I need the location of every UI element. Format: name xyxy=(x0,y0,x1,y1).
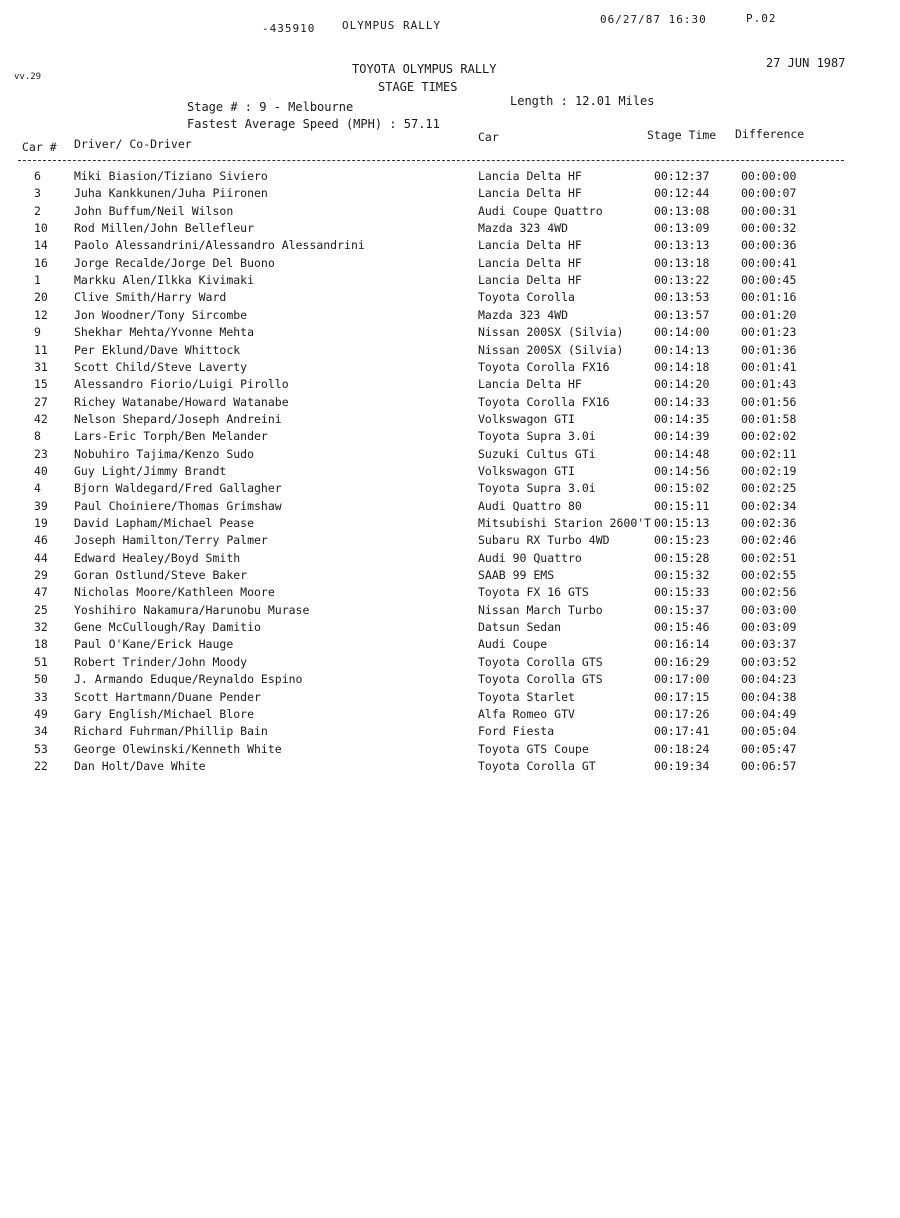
stage-time: 00:15:11 xyxy=(654,498,710,513)
car-model: Nissan 200SX (Silvia) xyxy=(478,342,624,357)
table-row xyxy=(0,724,900,741)
time-difference: 00:04:38 xyxy=(741,689,797,704)
table-row xyxy=(0,742,900,759)
stage-time: 00:14:35 xyxy=(654,411,710,426)
car-number: 53 xyxy=(34,741,48,756)
time-difference: 00:00:00 xyxy=(741,169,797,183)
car-number: 9 xyxy=(34,325,41,340)
driver-name: Gene McCullough/Ray Damitio xyxy=(74,620,261,635)
car-model: Lancia Delta HF xyxy=(478,186,582,201)
table-row xyxy=(0,169,900,186)
driver-name: George Olewinski/Kenneth White xyxy=(74,741,282,756)
car-model: Mazda 323 4WD xyxy=(478,307,569,322)
car-model: Toyota FX 16 GTS xyxy=(478,585,589,600)
driver-name: Gary English/Michael Blore xyxy=(74,706,255,721)
fax-datetime: 06/27/87 16:30 xyxy=(600,13,707,26)
table-row xyxy=(0,273,900,290)
driver-name: Dan Holt/Dave White xyxy=(74,758,206,773)
stage-time: 00:13:13 xyxy=(654,238,710,253)
driver-name: Juha Kankkunen/Juha Piironen xyxy=(74,186,268,201)
car-model: Audi 90 Quattro xyxy=(478,550,582,565)
car-model: Mazda 323 4WD xyxy=(478,221,569,236)
stage-time: 00:15:23 xyxy=(654,533,710,548)
car-model: Toyota Corolla FX16 xyxy=(478,359,610,374)
stage-time: 00:15:46 xyxy=(654,620,710,635)
car-model: Lancia Delta HF xyxy=(478,169,582,183)
time-difference: 00:02:25 xyxy=(741,481,797,496)
time-difference: 00:01:56 xyxy=(741,394,797,409)
car-number: 49 xyxy=(34,706,48,721)
car-number: 6 xyxy=(34,169,41,183)
driver-name: Goran Ostlund/Steve Baker xyxy=(74,568,248,583)
car-number: 22 xyxy=(34,758,48,773)
time-difference: 00:01:36 xyxy=(741,342,797,357)
time-difference: 00:02:55 xyxy=(741,568,797,583)
driver-name: J. Armando Eduque/Reynaldo Espino xyxy=(74,672,303,687)
stage-time: 00:16:29 xyxy=(654,654,710,669)
car-number: 27 xyxy=(34,394,48,409)
table-row xyxy=(0,464,900,481)
car-number: 4 xyxy=(34,481,41,496)
time-difference: 00:02:51 xyxy=(741,550,797,565)
car-model: Nissan 200SX (Silvia) xyxy=(478,325,624,340)
driver-name: Nelson Shepard/Joseph Andreini xyxy=(74,411,282,426)
table-row xyxy=(0,377,900,394)
table-row xyxy=(0,516,900,533)
car-model: SAAB 99 EMS xyxy=(478,568,555,583)
table-row xyxy=(0,637,900,654)
fax-sender: OLYMPUS RALLY xyxy=(342,19,442,32)
driver-name: Miki Biasion/Tiziano Siviero xyxy=(74,169,268,183)
stage-time: 00:14:33 xyxy=(654,394,710,409)
driver-name: Paul O'Kane/Erick Hauge xyxy=(74,637,234,652)
car-number: 2 xyxy=(34,203,41,218)
time-difference: 00:01:41 xyxy=(741,359,797,374)
table-row xyxy=(0,447,900,464)
car-number: 29 xyxy=(34,568,48,583)
time-difference: 00:02:36 xyxy=(741,516,797,530)
table-row xyxy=(0,499,900,516)
time-difference: 00:03:52 xyxy=(741,654,797,669)
table-row xyxy=(0,186,900,203)
car-number: 50 xyxy=(34,672,48,687)
car-number: 14 xyxy=(34,238,48,253)
car-model: Toyota GTS Coupe xyxy=(478,741,589,756)
car-number: 11 xyxy=(34,342,48,357)
time-difference: 00:03:00 xyxy=(741,602,797,617)
col-header-driver: Driver/ Co-Driver xyxy=(74,137,192,151)
table-row xyxy=(0,360,900,377)
stage-time: 00:19:34 xyxy=(654,758,710,773)
driver-name: Yoshihiro Nakamura/Harunobu Murase xyxy=(74,602,310,617)
car-number: 15 xyxy=(34,377,48,392)
table-row xyxy=(0,568,900,585)
car-number: 25 xyxy=(34,602,48,617)
driver-name: Paolo Alessandrini/Alessandro Alessandrini xyxy=(74,238,365,253)
driver-name: Nicholas Moore/Kathleen Moore xyxy=(74,585,275,600)
car-model: Ford Fiesta xyxy=(478,724,555,739)
driver-name: Bjorn Waldegard/Fred Gallagher xyxy=(74,481,282,496)
car-model: Toyota Starlet xyxy=(478,689,575,704)
car-number: 19 xyxy=(34,516,48,530)
car-model: Toyota Corolla GTS xyxy=(478,672,603,687)
stage-time: 00:14:00 xyxy=(654,325,710,340)
driver-name: Shekhar Mehta/Yvonne Mehta xyxy=(74,325,255,340)
stage-time: 00:12:37 xyxy=(654,169,710,183)
time-difference: 00:01:58 xyxy=(741,411,797,426)
time-difference: 00:00:36 xyxy=(741,238,797,253)
car-model: Audi Coupe xyxy=(478,637,548,652)
stage-time: 00:17:41 xyxy=(654,724,710,739)
stage-time: 00:13:09 xyxy=(654,221,710,236)
car-model: Volkswagon GTI xyxy=(478,411,575,426)
time-difference: 00:00:41 xyxy=(741,255,797,270)
car-model: Toyota Corolla GT xyxy=(478,758,596,773)
fax-number: -435910 xyxy=(262,22,316,35)
driver-name: Guy Light/Jimmy Brandt xyxy=(74,463,227,478)
stage-time: 00:14:18 xyxy=(654,359,710,374)
driver-name: Jorge Recalde/Jorge Del Buono xyxy=(74,255,275,270)
report-title: TOYOTA OLYMPUS RALLY xyxy=(352,62,497,76)
car-model: Suzuki Cultus GTi xyxy=(478,446,596,461)
table-row xyxy=(0,343,900,360)
stage-time: 00:15:33 xyxy=(654,585,710,600)
table-row xyxy=(0,551,900,568)
stage-time: 00:14:39 xyxy=(654,429,710,444)
time-difference: 00:01:16 xyxy=(741,290,797,305)
car-model: Toyota Supra 3.0i xyxy=(478,481,596,496)
stage-time: 00:15:28 xyxy=(654,550,710,565)
car-number: 12 xyxy=(34,307,48,322)
time-difference: 00:00:32 xyxy=(741,221,797,236)
table-row xyxy=(0,256,900,273)
col-header-car-no: Car # xyxy=(22,140,57,154)
car-number: 33 xyxy=(34,689,48,704)
table-row xyxy=(0,325,900,342)
stage-time: 00:13:57 xyxy=(654,307,710,322)
time-difference: 00:02:34 xyxy=(741,498,797,513)
table-row xyxy=(0,672,900,689)
car-model: Lancia Delta HF xyxy=(478,377,582,392)
driver-name: Robert Trinder/John Moody xyxy=(74,654,248,669)
driver-name: Clive Smith/Harry Ward xyxy=(74,290,227,305)
car-number: 1 xyxy=(34,273,41,288)
car-number: 42 xyxy=(34,411,48,426)
car-model: Alfa Romeo GTV xyxy=(478,706,575,721)
stage-time: 00:13:08 xyxy=(654,203,710,218)
car-number: 8 xyxy=(34,429,41,444)
stage-time: 00:16:14 xyxy=(654,637,710,652)
time-difference: 00:02:46 xyxy=(741,533,797,548)
table-row xyxy=(0,603,900,620)
table-row xyxy=(0,690,900,707)
time-difference: 00:01:43 xyxy=(741,377,797,392)
report-subtitle: STAGE TIMES xyxy=(378,80,458,94)
time-difference: 00:01:23 xyxy=(741,325,797,340)
car-number: 18 xyxy=(34,637,48,652)
table-row xyxy=(0,707,900,724)
table-row xyxy=(0,655,900,672)
car-model: Subaru RX Turbo 4WD xyxy=(478,533,610,548)
car-number: 46 xyxy=(34,533,48,548)
car-model: Toyota Supra 3.0i xyxy=(478,429,596,444)
car-number: 23 xyxy=(34,446,48,461)
stage-time: 00:12:44 xyxy=(654,186,710,201)
table-row xyxy=(0,429,900,446)
car-number: 51 xyxy=(34,654,48,669)
stage-time: 00:14:48 xyxy=(654,446,710,461)
car-model: Lancia Delta HF xyxy=(478,255,582,270)
driver-name: Joseph Hamilton/Terry Palmer xyxy=(74,533,268,548)
car-model: Toyota Corolla GTS xyxy=(478,654,603,669)
car-model: Audi Coupe Quattro xyxy=(478,203,603,218)
margin-mark: vv.29 xyxy=(14,72,42,82)
car-number: 34 xyxy=(34,724,48,739)
stage-time: 00:15:37 xyxy=(654,602,710,617)
driver-name: Jon Woodner/Tony Sircombe xyxy=(74,307,248,322)
time-difference: 00:02:19 xyxy=(741,463,797,478)
car-model: Toyota Corolla FX16 xyxy=(478,394,610,409)
stage-time: 00:17:15 xyxy=(654,689,710,704)
stage-time: 00:14:56 xyxy=(654,463,710,478)
table-row xyxy=(0,533,900,550)
stage-length: Length : 12.01 Miles xyxy=(510,94,655,108)
driver-name: Lars-Eric Torph/Ben Melander xyxy=(74,429,268,444)
table-row xyxy=(0,759,900,776)
col-header-difference: Difference xyxy=(735,127,805,141)
time-difference: 00:05:04 xyxy=(741,724,797,739)
driver-name: Per Eklund/Dave Whittock xyxy=(74,342,241,357)
stage-time: 00:17:00 xyxy=(654,672,710,687)
car-number: 10 xyxy=(34,221,48,236)
car-number: 31 xyxy=(34,359,48,374)
driver-name: Markku Alen/Ilkka Kivimaki xyxy=(74,273,255,288)
driver-name: Richard Fuhrman/Phillip Bain xyxy=(74,724,268,739)
stage-time: 00:17:26 xyxy=(654,706,710,721)
time-difference: 00:03:37 xyxy=(741,637,797,652)
car-number: 44 xyxy=(34,550,48,565)
stage-time: 00:14:13 xyxy=(654,342,710,357)
stage-time: 00:15:13 xyxy=(654,516,710,530)
stage-time: 00:18:24 xyxy=(654,741,710,756)
table-row xyxy=(0,620,900,637)
time-difference: 00:03:09 xyxy=(741,620,797,635)
car-number: 20 xyxy=(34,290,48,305)
driver-name: Paul Choiniere/Thomas Grimshaw xyxy=(74,498,282,513)
stage-time: 00:13:22 xyxy=(654,273,710,288)
table-row xyxy=(0,395,900,412)
time-difference: 00:06:57 xyxy=(741,758,797,773)
time-difference: 00:04:23 xyxy=(741,672,797,687)
time-difference: 00:00:07 xyxy=(741,186,797,201)
time-difference: 00:00:45 xyxy=(741,273,797,288)
car-model: Lancia Delta HF xyxy=(478,238,582,253)
car-number: 40 xyxy=(34,463,48,478)
time-difference: 00:02:56 xyxy=(741,585,797,600)
stage-time: 00:15:32 xyxy=(654,568,710,583)
stage-info: Stage # : 9 - Melbourne xyxy=(187,100,354,114)
car-model: Volkswagon GTI xyxy=(478,463,575,478)
car-model: Audi Quattro 80 xyxy=(478,498,582,513)
car-number: 32 xyxy=(34,620,48,635)
table-row xyxy=(0,221,900,238)
table-row xyxy=(0,481,900,498)
stage-time: 00:13:53 xyxy=(654,290,710,305)
table-row xyxy=(0,238,900,255)
driver-name: Rod Millen/John Bellefleur xyxy=(74,221,255,236)
car-model: Nissan March Turbo xyxy=(478,602,603,617)
time-difference: 00:02:02 xyxy=(741,429,797,444)
driver-name: Richey Watanabe/Howard Watanabe xyxy=(74,394,289,409)
header-divider xyxy=(18,160,844,161)
time-difference: 00:04:49 xyxy=(741,706,797,721)
stage-time: 00:15:02 xyxy=(654,481,710,496)
time-difference: 00:00:31 xyxy=(741,203,797,218)
time-difference: 00:02:11 xyxy=(741,446,797,461)
table-row xyxy=(0,412,900,429)
driver-name: David Lapham/Michael Pease xyxy=(74,516,255,530)
report-date: 27 JUN 1987 xyxy=(766,56,846,70)
driver-name: John Buffum/Neil Wilson xyxy=(74,203,234,218)
car-model: Datsun Sedan xyxy=(478,620,562,635)
car-number: 47 xyxy=(34,585,48,600)
time-difference: 00:05:47 xyxy=(741,741,797,756)
table-row xyxy=(0,204,900,221)
driver-name: Nobuhiro Tajima/Kenzo Sudo xyxy=(74,446,255,461)
table-row xyxy=(0,290,900,307)
col-header-stage-time: Stage Time xyxy=(647,128,717,142)
stage-time: 00:14:20 xyxy=(654,377,710,392)
time-difference: 00:01:20 xyxy=(741,307,797,322)
driver-name: Edward Healey/Boyd Smith xyxy=(74,550,241,565)
car-model: Mitsubishi Starion 2600'T xyxy=(478,516,652,530)
car-number: 3 xyxy=(34,186,41,201)
car-number: 39 xyxy=(34,498,48,513)
car-number: 16 xyxy=(34,255,48,270)
col-header-car: Car xyxy=(478,130,499,144)
stage-time: 00:13:18 xyxy=(654,255,710,270)
table-row xyxy=(0,585,900,602)
driver-name: Scott Hartmann/Duane Pender xyxy=(74,689,261,704)
car-model: Toyota Corolla xyxy=(478,290,575,305)
driver-name: Alessandro Fiorio/Luigi Pirollo xyxy=(74,377,289,392)
car-model: Lancia Delta HF xyxy=(478,273,582,288)
fastest-speed: Fastest Average Speed (MPH) : 57.11 xyxy=(187,117,440,131)
fax-page: P.02 xyxy=(746,12,777,25)
driver-name: Scott Child/Steve Laverty xyxy=(74,359,248,374)
table-row xyxy=(0,308,900,325)
